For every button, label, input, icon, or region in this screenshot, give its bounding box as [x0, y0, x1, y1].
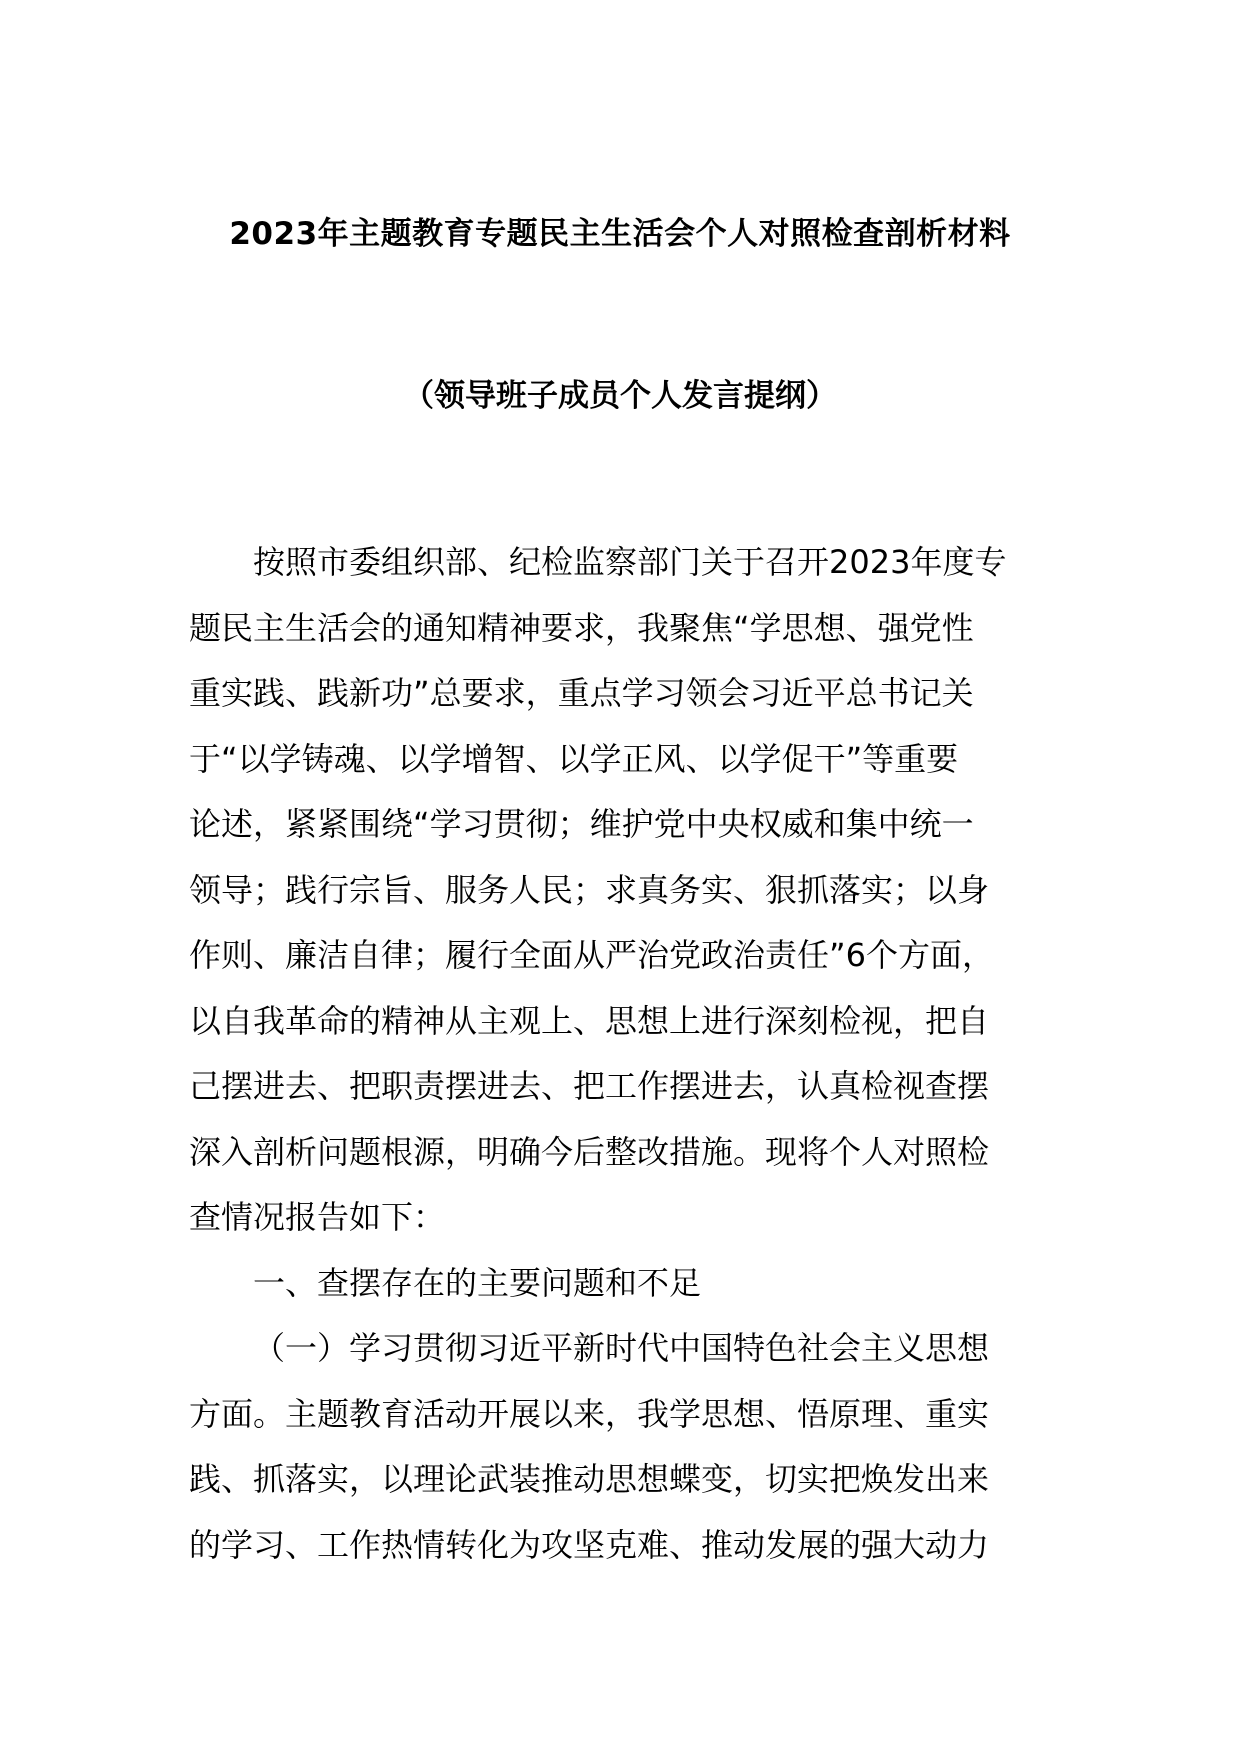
paragraph-line: 己摆进去、把职责摆进去、把工作摆进去，认真检视查摆 [189, 1067, 990, 1105]
paragraph-line: 查情况报告如下： [189, 1198, 446, 1236]
section-heading: 一、查摆存在的主要问题和不足 [253, 1263, 702, 1302]
paragraph-line: 深入剖析问题根源，明确今后整改措施。现将个人对照检 [189, 1132, 990, 1171]
document-body [189, 530, 1069, 1578]
paragraph-line: 论述，紧紧围绕“学习贯彻；维护党中央权威和集中统一 [189, 805, 974, 843]
paragraph-line: 于“以学铸魂、以学增智、以学正风、以学促干”等重要 [189, 739, 959, 778]
paragraph-line: 以自我革命的精神从主观上、思想上进行深刻检视，把自 [189, 1001, 990, 1040]
paragraph-line: 重实践、践新功”总要求，重点学习领会习近平总书记关 [189, 674, 974, 712]
paragraph-line: 作则、廉洁自律；履行全面从严治党政治责任”6个方面， [189, 936, 994, 974]
document-title: 2023年主题教育专题民主生活会个人对照检查剖析材料 [229, 216, 1011, 252]
paragraph-line: 的学习、工作热情转化为攻坚克难、推动发展的强大动力 [189, 1525, 990, 1564]
paragraph-line: 领导；践行宗旨、服务人民；求真务实、狠抓落实；以身 [189, 870, 990, 909]
paragraph-line: 题民主生活会的通知精神要求，我聚焦“学思想、强党性 [189, 608, 974, 647]
paragraph-line: 践、抓落实，以理论武装推动思想蝶变，切实把焕发出来 [189, 1460, 990, 1498]
paragraph-line: 按照市委组织部、纪检监察部门关于召开2023年度专 [253, 543, 1007, 581]
paragraph-line: 方面。主题教育活动开展以来，我学思想、悟原理、重实 [189, 1394, 990, 1433]
paragraph-line: （一）学习贯彻习近平新时代中国特色社会主义思想 [253, 1329, 990, 1367]
document-subtitle: （领导班子成员个人发言提纲） [403, 378, 837, 414]
